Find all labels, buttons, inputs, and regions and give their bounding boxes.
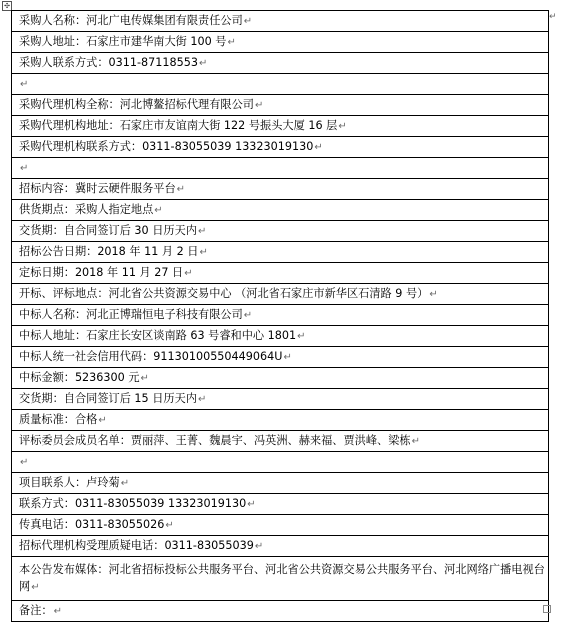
paragraph-mark-icon: ↵ bbox=[429, 288, 438, 300]
paragraph-mark-icon: ↵ bbox=[120, 477, 130, 489]
cell-text: 传真电话：0311-83055026 bbox=[19, 517, 165, 531]
table-cell[interactable] bbox=[12, 601, 549, 622]
cell-text: 中标人统一社会信用代码：91130100550449064U bbox=[19, 349, 283, 363]
cell-text: 本公告发布媒体：河北省招标投标公共服务平台、河北省公共资源交易公共服务平台、河北网络广播电视台网 bbox=[19, 563, 545, 593]
paragraph-mark-icon: ↵ bbox=[243, 15, 253, 27]
cell-text: 中标人名称：河北正博瑞恒电子科技有限公司 bbox=[19, 307, 243, 321]
paragraph-mark-icon: ↵ bbox=[243, 309, 253, 321]
table-resize-handle-icon[interactable] bbox=[543, 605, 551, 613]
table-row bbox=[12, 601, 549, 622]
table-row bbox=[12, 389, 549, 410]
table-row bbox=[12, 32, 549, 53]
paragraph-mark-icon: ↵ bbox=[254, 99, 264, 111]
table-cell[interactable] bbox=[12, 557, 549, 601]
paragraph-mark-icon: ↵ bbox=[140, 372, 149, 384]
table-cell[interactable] bbox=[12, 179, 549, 200]
paragraph-mark-icon: ↵ bbox=[297, 330, 306, 342]
paragraph-mark-icon: ↵ bbox=[247, 498, 256, 510]
cell-text: 采购代理机构联系方式：0311-83055039 13323019130 bbox=[19, 139, 314, 153]
paragraph-mark-icon: ↵ bbox=[154, 204, 163, 216]
paragraph-mark-icon: ↵ bbox=[20, 162, 29, 174]
table-cell[interactable] bbox=[12, 389, 549, 410]
table-cell[interactable] bbox=[12, 11, 549, 32]
table-cell[interactable] bbox=[12, 494, 549, 515]
cell-text: 交货期：自合同签订后 15 日历天内 bbox=[19, 391, 197, 405]
cell-text: 中标金额：5236300 元 bbox=[19, 370, 140, 384]
table-row bbox=[12, 242, 549, 263]
table-row bbox=[12, 137, 549, 158]
cell-text: 采购代理机构全称：河北博鳌招标代理有限公司 bbox=[19, 97, 254, 111]
table-row bbox=[12, 473, 549, 494]
table-cell[interactable] bbox=[12, 74, 549, 95]
table-row bbox=[12, 116, 549, 137]
table-cell[interactable] bbox=[12, 305, 549, 326]
table-row bbox=[12, 431, 549, 452]
table-row bbox=[12, 557, 549, 601]
cell-text: 开标、评标地点：河北省公共资源交易中心 （河北省石家庄市新华区石清路 9 号） bbox=[19, 286, 429, 300]
table-cell[interactable] bbox=[12, 263, 549, 284]
cell-text: 交货期：自合同签订后 30 日历天内 bbox=[19, 223, 197, 237]
table-body bbox=[12, 11, 549, 622]
paragraph-mark-icon: ↵ bbox=[53, 605, 62, 617]
table-cell[interactable] bbox=[12, 368, 549, 389]
table-row bbox=[12, 326, 549, 347]
table-row bbox=[12, 347, 549, 368]
paragraph-mark-icon: ↵ bbox=[338, 120, 347, 132]
table-cell[interactable] bbox=[12, 116, 549, 137]
table-cell[interactable] bbox=[12, 242, 549, 263]
paragraph-mark-icon: ↵ bbox=[165, 519, 174, 531]
table-row bbox=[12, 179, 549, 200]
table-row bbox=[12, 452, 549, 473]
table-row bbox=[12, 53, 549, 74]
paragraph-mark-icon: ↵ bbox=[20, 78, 29, 90]
paragraph-mark-icon: ↵ bbox=[283, 351, 292, 363]
paragraph-mark-icon: ↵ bbox=[197, 393, 207, 405]
cell-text: 质量标准：合格 bbox=[19, 412, 98, 426]
table-cell[interactable] bbox=[12, 95, 549, 116]
table-row bbox=[12, 11, 549, 32]
cell-text: 招标内容：冀时云硬件服务平台 bbox=[19, 181, 176, 195]
cell-text: 评标委员会成员名单：贾丽萍、王菁、魏晨宇、冯英洲、赫来福、贾洪峰、梁栋 bbox=[19, 433, 411, 447]
table-cell[interactable] bbox=[12, 515, 549, 536]
table-row bbox=[12, 536, 549, 557]
cell-text: 采购人名称：河北广电传媒集团有限责任公司 bbox=[19, 13, 243, 27]
cell-text: 项目联系人：卢玲菊 bbox=[19, 475, 120, 489]
paragraph-mark-icon: ↵ bbox=[314, 141, 323, 153]
table-row bbox=[12, 95, 549, 116]
table-cell[interactable] bbox=[12, 221, 549, 242]
table-row bbox=[12, 494, 549, 515]
table-cell[interactable] bbox=[12, 410, 549, 431]
cell-text: 备注： bbox=[19, 603, 53, 617]
table-cell[interactable] bbox=[12, 536, 549, 557]
cell-text: 中标人地址：石家庄长安区谈南路 63 号睿和中心 1801 bbox=[19, 328, 297, 342]
paragraph-mark-icon: ↵ bbox=[176, 183, 186, 195]
paragraph-mark-icon: ↵ bbox=[411, 435, 420, 447]
cell-text: 采购人联系方式：0311-87118553 bbox=[19, 55, 198, 69]
end-of-cell-mark-icon: ↵ bbox=[549, 12, 557, 22]
cell-text: 采购代理机构地址：石家庄市友谊南大街 122 号振头大厦 16 层 bbox=[19, 118, 338, 132]
table-row bbox=[12, 200, 549, 221]
table-cell[interactable] bbox=[12, 53, 549, 74]
announcement-table bbox=[11, 10, 549, 622]
cell-text: 定标日期：2018 年 11 月 27 日 bbox=[19, 265, 184, 279]
paragraph-mark-icon: ↵ bbox=[20, 456, 29, 468]
table-cell[interactable] bbox=[12, 431, 549, 452]
table-row bbox=[12, 158, 549, 179]
table-row bbox=[12, 305, 549, 326]
cell-text: 采购人地址：石家庄市建华南大街 100 号 bbox=[19, 34, 227, 48]
paragraph-mark-icon: ↵ bbox=[184, 267, 193, 279]
table-cell[interactable] bbox=[12, 32, 549, 53]
cell-text: 联系方式：0311-83055039 13323019130 bbox=[19, 496, 247, 510]
paragraph-mark-icon: ↵ bbox=[98, 414, 107, 426]
table-cell[interactable] bbox=[12, 473, 549, 494]
paragraph-mark-icon: ↵ bbox=[197, 225, 207, 237]
paragraph-mark-icon: ↵ bbox=[227, 36, 236, 48]
cell-text: 招标公告日期：2018 年 11 月 2 日 bbox=[19, 244, 199, 258]
paragraph-mark-icon: ↵ bbox=[199, 246, 208, 258]
table-cell[interactable] bbox=[12, 284, 549, 305]
table-row bbox=[12, 410, 549, 431]
table-row bbox=[12, 263, 549, 284]
table-row bbox=[12, 221, 549, 242]
table-cell[interactable] bbox=[12, 137, 549, 158]
table-cell[interactable] bbox=[12, 158, 549, 179]
table-cell[interactable] bbox=[12, 452, 549, 473]
table-move-handle-icon[interactable]: ✣ bbox=[2, 1, 12, 11]
table-cell[interactable] bbox=[12, 200, 549, 221]
paragraph-mark-icon: ↵ bbox=[254, 540, 264, 552]
paragraph-mark-icon: ↵ bbox=[31, 582, 40, 593]
cell-text: 招标代理机构受理质疑电话：0311-83055039 bbox=[19, 538, 254, 552]
table-cell[interactable] bbox=[12, 347, 549, 368]
table-row bbox=[12, 515, 549, 536]
table-row bbox=[12, 284, 549, 305]
cell-text: 供货期点：采购人指定地点 bbox=[19, 202, 154, 216]
paragraph-mark-icon: ↵ bbox=[198, 57, 208, 69]
table-cell[interactable] bbox=[12, 326, 549, 347]
table-row bbox=[12, 74, 549, 95]
table-row bbox=[12, 368, 549, 389]
